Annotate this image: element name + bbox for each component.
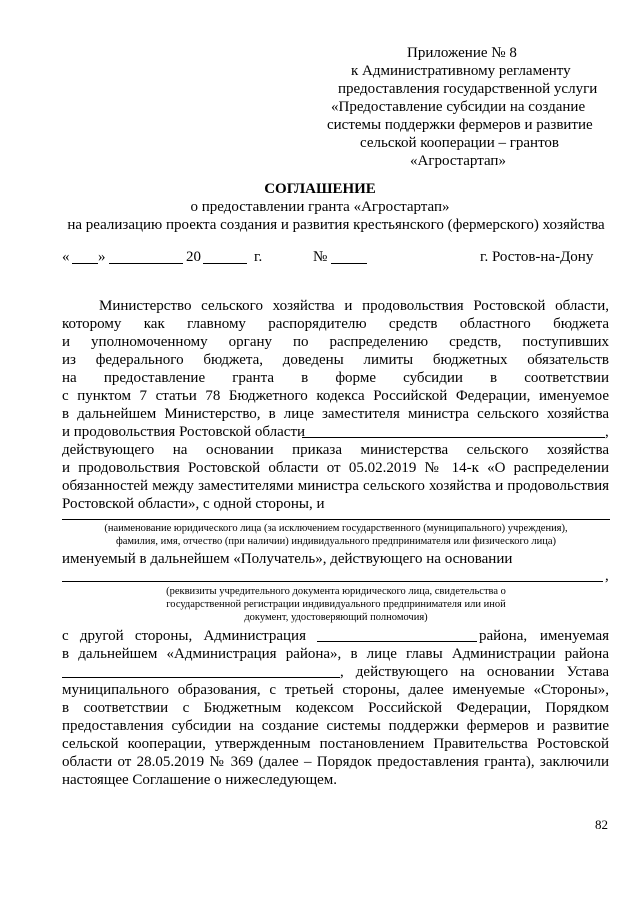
page-number: 82 [595, 817, 608, 832]
text-line: Ростовской области», с одной стороны, и [62, 496, 325, 512]
text-line: и продовольствия Ростовской области от 05.02.2019 № 14-к «О распределении [62, 460, 609, 476]
city: г. Ростов-на-Дону [480, 249, 594, 265]
text-line: с другой стороны, Администрация [62, 628, 306, 644]
text-line: обязанностей между заместителями министра сельского хозяйства и продовольствия [62, 478, 609, 494]
number-blank [331, 263, 367, 264]
text-line: предоставления субсидии на создание системы поддержки фермеров и развитие [62, 718, 609, 734]
deputy-name-blank [302, 437, 605, 438]
recipient-note: фамилия, имя, отчество (при наличии) индивидуального предпринимателя или физического лица) [115, 536, 557, 547]
appendix-line: «Предоставление субсидии на создание [331, 99, 586, 115]
appendix-line: предоставления государственной услуги [338, 81, 598, 97]
appendix-line: системы поддержки фермеров и развитие [327, 117, 593, 133]
appendix-line: сельской кооперации – грантов [360, 135, 560, 151]
number-sign: № [313, 249, 328, 265]
day-close-quote: » [98, 249, 106, 265]
recipient-note: (наименование юридического лица (за исключением государственного (муниципального) учреждения), [104, 523, 568, 534]
document-subtitle: на реализацию проекта создания и развития крестьянского (фермерского) хозяйства [67, 217, 605, 233]
text-line: области от 28.05.2019 № 369 (далее – Порядок предоставления гранта), заключили [62, 754, 609, 770]
appendix-line: к Административному регламенту [351, 63, 571, 79]
district-name-blank [317, 641, 477, 642]
day-open-quote: « [62, 249, 70, 265]
text-line: в дальнейшем Министерство, в лице заместителя министра сельского хозяйства [62, 406, 609, 422]
text-line: сельской кооперации, утвержденным постановлением Правительства Ростовской [62, 736, 609, 752]
text-line: и уполномоченному органу по распределению средств, поступивших [62, 334, 609, 350]
basis-document-blank [62, 581, 603, 582]
recipient-name-blank [62, 519, 610, 520]
recipient-line: именуемый в дальнейшем «Получатель», действующего на основании [62, 551, 513, 567]
text-line: в дальнейшем «Администрация района», в лице главы Администрации района [62, 646, 609, 662]
text-line: действующего на основании приказа министерства сельского хозяйства [62, 442, 609, 458]
text-line: с пунктом 7 статьи 78 Бюджетного кодекса Российской Федерации, именуемое [62, 388, 609, 404]
head-name-blank [62, 677, 340, 678]
text-line: района, именуемая [479, 628, 609, 644]
text-line: из федерального бюджета, доведены лимиты бюджетных обязательств [62, 352, 609, 368]
text-line: , действующего на основании Устава [340, 664, 609, 680]
comma: , [605, 424, 609, 440]
document-subtitle: о предоставлении гранта «Агростартап» [190, 199, 450, 215]
text-line: в соответствии с Бюджетным кодексом Российской Федерации, Порядком [62, 700, 609, 716]
text-line: настоящее Соглашение о нижеследующем. [62, 772, 338, 788]
text-line: которому как главному распорядителю средств областного бюджета [62, 316, 609, 332]
text-line: Министерство сельского хозяйства и продовольствия Ростовской области, [99, 298, 609, 314]
year-suffix: г. [254, 249, 263, 265]
basis-note: государственной регистрации индивидуального предпринимателя или иной [166, 599, 506, 610]
year-prefix: 20 [186, 249, 201, 265]
comma: , [605, 568, 609, 584]
year-blank [203, 263, 247, 264]
basis-note: документ, удостоверяющий полномочия) [244, 612, 428, 623]
basis-note: (реквизиты учредительного документа юридического лица, свидетельства о [166, 586, 506, 597]
document-title: СОГЛАШЕНИЕ [264, 181, 376, 197]
day-blank [72, 263, 98, 264]
appendix-line: «Агростартап» [410, 153, 506, 169]
text-line: на предоставление гранта в форме субсидии в соответствии [62, 370, 609, 386]
month-blank [109, 263, 183, 264]
text-line: и продовольствия Ростовской области [62, 424, 306, 440]
appendix-number: Приложение № 8 [407, 45, 517, 61]
text-line: муниципального образования, с третьей стороны, далее именуемые «Стороны», [62, 682, 609, 698]
